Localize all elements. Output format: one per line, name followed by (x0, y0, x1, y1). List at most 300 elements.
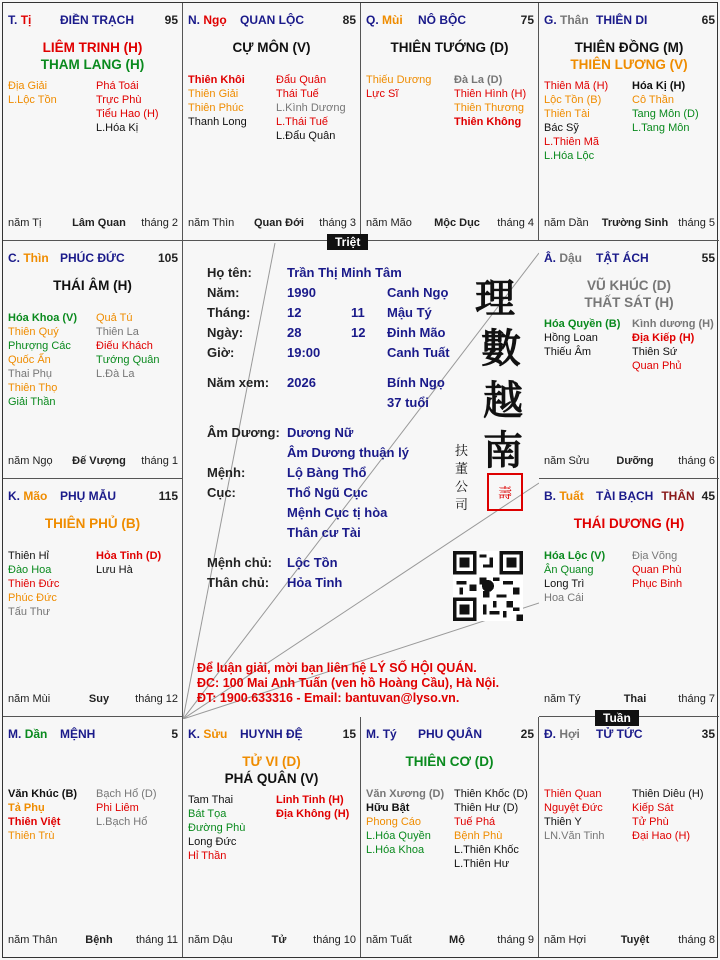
minor-stars-left (366, 73, 452, 101)
palace-year: năm Tý (544, 693, 581, 705)
palace-year: năm Thìn (188, 217, 235, 229)
day-label: Ngày: (207, 325, 244, 340)
menh-label: Mệnh: (207, 465, 246, 480)
palace-name-text: TÀI BẠCH (596, 489, 654, 503)
palace-age: 5 (171, 727, 178, 741)
palace-life-phase: Bệnh (85, 934, 113, 946)
minor-star: L.Đà La (96, 368, 135, 380)
minor-star: Tiểu Hao (H) (96, 108, 159, 120)
palace-year: năm Tị (8, 217, 42, 229)
palace-month: tháng 12 (135, 693, 178, 705)
palace-name (60, 13, 134, 27)
minor-stars-left (8, 79, 94, 107)
hour-value: 19:00 (287, 345, 321, 360)
minor-star: L.Thiên Khốc (454, 844, 519, 856)
palace-name (596, 489, 695, 503)
minor-star: LN.Văn Tinh (544, 830, 605, 842)
main-star: THẤT SÁT (H) (584, 295, 674, 310)
palace-month: tháng 5 (678, 217, 715, 229)
minor-star: Bác Sỹ (544, 122, 579, 134)
palace-year: năm Thân (8, 934, 58, 946)
palace-age: 85 (342, 13, 356, 27)
view-year-canchi: Bính Ngọ (387, 375, 445, 390)
day-value: 28 (287, 325, 302, 340)
main-star: CỰ MÔN (V) (232, 40, 311, 55)
minor-stars-left (188, 793, 274, 863)
minor-star: Thiên Hư (D) (454, 802, 519, 814)
minor-star: Phá Toái (96, 80, 139, 92)
minor-star: Lực Sĩ (366, 88, 399, 100)
minor-star: Địa Kiếp (H) (632, 332, 695, 344)
minor-star: Thiên Hỉ (8, 550, 49, 562)
palace-age: 35 (701, 727, 715, 741)
palace-life-phase: Lâm Quan (72, 217, 126, 229)
minor-stars-right (96, 549, 182, 577)
minor-star: L.Thiên Hư (454, 858, 510, 870)
palace-life-phase: Trường Sinh (601, 217, 669, 229)
view-year-label: Năm xem: (207, 375, 270, 390)
minor-stars-right (454, 787, 539, 871)
minor-star: Phi Liêm (96, 802, 139, 814)
branch-name: Dậu (559, 251, 583, 265)
palace-header (544, 489, 715, 505)
palace-branch (544, 489, 584, 503)
minor-star: Thiếu Dương (366, 74, 432, 86)
palace-header (366, 13, 534, 29)
palace-name-text: HUYNH ĐỆ (240, 727, 303, 741)
palace-age: 15 (342, 727, 356, 741)
palace-branch (8, 489, 47, 503)
minor-star: Điếu Khách (96, 340, 153, 352)
minor-stars-right (96, 79, 182, 135)
minor-star: Tấu Thư (8, 606, 51, 618)
main-star: THIÊN ĐỒNG (M) (574, 40, 684, 55)
minor-star: Long Đức (188, 836, 237, 848)
seal-small-char: 扶 (455, 444, 469, 459)
palace-name-text: PHU QUÂN (418, 727, 483, 741)
palace-life-phase: Mộc Dục (434, 217, 480, 229)
minor-stars-right (96, 311, 182, 381)
red-seal-stamp: 壽 (487, 473, 523, 511)
branch-name: Ngọ (203, 13, 227, 27)
main-stars (361, 753, 538, 770)
qr-code[interactable] (453, 551, 523, 621)
calligraphy-char: 南 (483, 427, 523, 474)
branch-name: Hợi (559, 727, 580, 741)
palace-month: tháng 6 (678, 455, 715, 467)
palace-age: 75 (520, 13, 534, 27)
minor-star: Thiên Quan (544, 788, 602, 800)
minor-star: Hỉ Thần (188, 850, 227, 862)
main-stars (539, 39, 719, 73)
palace-month: tháng 4 (497, 217, 534, 229)
palace-header (544, 13, 715, 29)
palace-year: năm Tuất (366, 934, 412, 946)
palace-cell-thin[interactable] (3, 241, 183, 479)
minor-stars-right (632, 787, 718, 843)
palace-year: năm Sửu (544, 455, 590, 467)
minor-star: Thiên Diêu (H) (632, 788, 704, 800)
minor-star: Cô Thần (632, 94, 674, 106)
branch-stem: K. (188, 727, 200, 741)
palace-cell-mao[interactable] (3, 479, 183, 717)
view-year-value: 2026 (287, 375, 316, 390)
palace-name-text: PHÚC ĐỨC (60, 251, 125, 265)
palace-footer (544, 455, 715, 469)
minor-star: Hữu Bật (366, 802, 410, 814)
palace-branch (544, 13, 589, 27)
minor-star: Tang Môn (D) (632, 108, 699, 120)
contact-line-phone-email[interactable]: ĐT: 1900.633316 - Email: bantuvan@lyso.vn. (197, 691, 460, 705)
minor-star: Tử Phù (632, 816, 669, 828)
menh-value: Lộ Bàng Thổ (287, 465, 367, 480)
branch-name: Sửu (203, 727, 228, 741)
minor-star: Phúc Đức (8, 592, 57, 604)
minor-star: Thiên Khôi (188, 74, 245, 86)
minor-star: Thiên Việt (8, 816, 61, 828)
minor-star: Thiên Hình (H) (454, 88, 527, 100)
branch-stem: C. (8, 251, 20, 265)
branch-stem: M. (366, 727, 380, 741)
main-star: PHÁ QUÂN (V) (224, 771, 319, 786)
palace-month: tháng 11 (135, 934, 178, 946)
palace-header (544, 727, 715, 743)
minor-star: L.Thái Tuế (276, 116, 328, 128)
main-star: THIÊN LƯƠNG (V) (570, 57, 688, 72)
minor-star: Thiên La (96, 326, 139, 338)
month-lunar: 11 (351, 305, 365, 320)
palace-life-phase: Tuyệt (620, 934, 650, 946)
palace-cell-tuat[interactable] (539, 479, 719, 717)
menh-chu-label: Mệnh chủ: (207, 555, 272, 570)
palace-cell-ty[interactable] (361, 717, 539, 957)
minor-star: Tướng Quân (96, 354, 160, 366)
am-duong-label: Âm Dương: (207, 425, 280, 440)
am-duong-value: Dương Nữ (287, 425, 354, 440)
palace-month: tháng 9 (497, 934, 534, 946)
branch-stem: N. (188, 13, 200, 27)
palace-footer (544, 217, 715, 231)
palace-header (188, 13, 356, 29)
palace-name (240, 727, 303, 741)
palace-name (418, 13, 466, 27)
minor-star: Hỏa Tinh (D) (96, 550, 162, 562)
palace-year: năm Mùi (8, 693, 51, 705)
month-label: Tháng: (207, 305, 251, 320)
minor-star: L.Hóa Kị (96, 122, 139, 134)
palace-name (418, 727, 482, 741)
palace-month: tháng 10 (313, 934, 356, 946)
palace-month: tháng 2 (141, 217, 178, 229)
minor-star: Phục Binh (632, 578, 683, 590)
branch-stem: M. (8, 727, 22, 741)
minor-star: L.Thiên Mã (544, 136, 600, 148)
minor-stars-left (8, 549, 94, 619)
palace-footer (366, 934, 534, 948)
minor-star: Giải Thần (8, 396, 56, 408)
palace-branch (8, 251, 49, 265)
palace-name (596, 251, 649, 265)
than-cu-value: Thân cư Tài (287, 525, 361, 540)
main-star: THÁI ÂM (H) (53, 278, 132, 293)
minor-star: Bát Tọa (188, 808, 227, 820)
branch-name: Tý (382, 727, 397, 741)
minor-star: Thiên Thương (454, 102, 525, 114)
main-star: TỬ VI (D) (242, 754, 301, 769)
minor-star: Địa Võng (632, 550, 678, 562)
palace-footer (8, 934, 178, 948)
minor-star: L.Kình Dương (276, 102, 346, 114)
minor-star: Quốc Ấn (8, 354, 51, 366)
year-label: Năm: (207, 285, 240, 300)
main-star: LIÊM TRINH (H) (42, 40, 143, 55)
palace-name-text: NÔ BỘC (418, 13, 466, 27)
minor-star: Địa Không (H) (276, 808, 350, 820)
main-stars (183, 753, 360, 787)
palace-branch (366, 13, 403, 27)
main-star: THIÊN CƠ (D) (405, 754, 494, 769)
seal-small-char: 司 (455, 498, 469, 513)
year-value: 1990 (287, 285, 316, 300)
hour-canchi: Canh Tuất (387, 345, 450, 360)
palace-name (596, 727, 643, 741)
minor-star: Thiên Y (544, 816, 582, 828)
minor-stars-right (96, 787, 182, 829)
palace-branch (188, 727, 227, 741)
palace-life-phase: Tử (271, 934, 287, 946)
minor-star: Tam Thai (188, 794, 234, 806)
palace-cell-ngo[interactable] (183, 3, 361, 241)
cuc-value: Thổ Ngũ Cục (287, 485, 368, 500)
minor-star: Hóa Quyền (B) (544, 318, 621, 330)
contact-info (197, 661, 499, 706)
minor-star: Trực Phù (96, 94, 142, 106)
palace-cell-mui[interactable] (361, 3, 539, 241)
palace-year: năm Hợi (544, 934, 587, 946)
minor-star: Quan Phù (632, 564, 682, 576)
branch-name: Thân (560, 13, 589, 27)
palace-life-phase: Dưỡng (616, 455, 654, 467)
main-star: THIÊN TƯỚNG (D) (390, 40, 509, 55)
palace-header (8, 727, 178, 743)
minor-star: Thanh Long (188, 116, 247, 128)
palace-life-phase: Đế Vượng (72, 455, 126, 467)
palace-cell-than[interactable] (539, 3, 719, 241)
branch-stem: Đ. (544, 727, 556, 741)
minor-star: Văn Khúc (B) (8, 788, 78, 800)
palace-footer (366, 217, 534, 231)
minor-star: Hoa Cái (544, 592, 584, 604)
minor-star: L.Đẩu Quân (276, 130, 336, 142)
palace-name (60, 251, 125, 265)
palace-age: 95 (164, 13, 178, 27)
branch-stem: T. (8, 13, 18, 27)
minor-star: L.Hóa Khoa (366, 844, 425, 856)
minor-star: Lộc Tồn (B) (544, 94, 602, 106)
palace-name-text: THIÊN DI (596, 13, 648, 27)
branch-stem: B. (544, 489, 556, 503)
palace-age: 65 (701, 13, 715, 27)
palace-header (8, 489, 178, 505)
minor-star: Đào Hoa (8, 564, 52, 576)
minor-stars-right (632, 79, 718, 135)
palace-footer (8, 217, 178, 231)
minor-star: Linh Tinh (H) (276, 794, 344, 806)
minor-star: Hóa Lộc (V) (544, 550, 606, 562)
minor-star: Thiên Trù (8, 830, 55, 842)
palace-footer (8, 455, 178, 469)
minor-star: Đại Hao (H) (632, 830, 691, 842)
palace-header (8, 13, 178, 29)
palace-age: 25 (520, 727, 534, 741)
minor-star: Đẩu Quân (276, 74, 327, 86)
palace-name-text: PHỤ MẪU (60, 489, 116, 503)
center-info-panel (183, 243, 539, 719)
palace-life-phase: Suy (88, 693, 110, 705)
minor-star: L.Tang Môn (632, 122, 690, 134)
minor-stars-left (188, 73, 274, 129)
cuc-note: Mệnh Cục tị hòa (287, 505, 388, 520)
minor-star: Hóa Khoa (V) (8, 312, 78, 324)
palace-month: tháng 3 (319, 217, 356, 229)
minor-stars-left (544, 549, 630, 605)
palace-age: 115 (158, 489, 178, 503)
minor-star: Kiếp Sát (632, 802, 674, 814)
minor-stars-right (276, 793, 361, 821)
minor-stars-left (544, 787, 630, 843)
minor-star: Thiên Khốc (D) (454, 788, 528, 800)
palace-header (188, 727, 356, 743)
minor-star: Bạch Hổ (D) (96, 788, 157, 800)
palace-footer (188, 217, 356, 231)
branch-name: Thìn (23, 251, 49, 265)
hour-label: Giờ: (207, 345, 235, 360)
cuc-label: Cục: (207, 485, 236, 500)
palace-branch (8, 13, 31, 27)
minor-stars-left (544, 79, 630, 163)
calligraphy-char: 越 (483, 377, 523, 424)
name-label: Họ tên: (207, 265, 252, 280)
main-star: THIÊN PHỦ (B) (44, 516, 141, 531)
minor-stars-right (632, 317, 718, 373)
contact-line-intro: Để luận giải, mời bạn liên hệ LÝ SỐ HỘI QUÁN. (197, 661, 477, 675)
minor-star: Địa Giải (8, 80, 48, 92)
minor-star: Thiên Quý (8, 326, 59, 338)
tuan-badge: Tuần (595, 710, 639, 726)
palace-age: 105 (157, 251, 178, 265)
minor-stars-left (8, 311, 94, 409)
palace-name-text: TỬ TỨC (596, 727, 643, 741)
palace-age: 55 (701, 251, 715, 265)
month-canchi: Mậu Tý (387, 305, 432, 320)
menh-chu-value: Lộc Tồn (287, 555, 338, 570)
palace-than-marker: THÂN (661, 489, 695, 503)
minor-star: Ân Quang (544, 564, 594, 576)
palace-footer (544, 934, 715, 948)
year-canchi: Canh Ngọ (387, 285, 449, 300)
palace-header (8, 251, 178, 267)
main-stars (183, 39, 360, 56)
palace-branch (544, 727, 580, 741)
age-value: 37 tuổi (387, 395, 429, 410)
minor-stars-right (454, 73, 539, 129)
minor-star: Thiếu Âm (544, 346, 592, 358)
palace-cell-ti[interactable] (3, 3, 183, 241)
palace-branch (188, 13, 227, 27)
name-value: Trần Thị Minh Tâm (287, 265, 402, 280)
minor-star: Thiên Thọ (8, 382, 58, 394)
minor-star: Thiên Không (454, 116, 522, 128)
palace-branch (8, 727, 47, 741)
minor-star: Phượng Các (8, 340, 71, 352)
minor-star: Văn Xương (D) (366, 788, 445, 800)
month-value: 12 (287, 305, 302, 320)
palace-name (60, 489, 116, 503)
branch-stem: G. (544, 13, 557, 27)
minor-star: L.Lộc Tồn (8, 94, 57, 106)
contact-line-address: ĐC: 100 Mai Anh Tuấn (ven hồ Hoàng Cầu), Hà Nội. (197, 676, 500, 690)
day-lunar: 12 (351, 325, 366, 340)
palace-year: năm Mão (366, 217, 412, 229)
palace-name-text: MỆNH (60, 727, 96, 741)
main-star: VŨ KHÚC (D) (587, 278, 671, 293)
palace-footer (8, 693, 178, 707)
seal-small-char: 董 (455, 462, 469, 477)
palace-age: 45 (701, 489, 715, 503)
branch-name: Tuất (559, 489, 584, 503)
minor-star: Nguyệt Đức (544, 802, 603, 814)
palace-header (366, 727, 534, 743)
main-star: THÁI DƯƠNG (H) (573, 516, 685, 531)
main-stars (3, 277, 182, 294)
minor-stars-right (276, 73, 361, 143)
branch-name: Tị (20, 13, 32, 27)
minor-stars-left (544, 317, 630, 359)
palace-cell-suu[interactable] (183, 717, 361, 957)
palace-header (544, 251, 715, 267)
seal-small-char: 公 (455, 480, 469, 495)
branch-name: Dần (24, 727, 48, 741)
minor-star: L.Bạch Hổ (96, 816, 148, 828)
palace-name-text: QUAN LỘC (240, 13, 304, 27)
day-canchi: Đinh Mão (387, 325, 446, 340)
palace-cell-hoi[interactable] (539, 717, 719, 957)
palace-name (60, 727, 95, 741)
palace-life-phase: Thai (623, 693, 647, 705)
palace-cell-dan[interactable] (3, 717, 183, 957)
minor-star: Thiên Tài (544, 108, 590, 120)
main-stars (3, 39, 182, 73)
branch-stem: Â. (544, 251, 556, 265)
palace-name-text: ĐIỀN TRẠCH (60, 13, 134, 27)
palace-name (240, 13, 304, 27)
palace-life-phase: Quan Đới (254, 217, 304, 229)
palace-cell-dau[interactable] (539, 241, 719, 479)
calligraphy-char: 理 (475, 275, 515, 322)
horoscope-chart (2, 2, 718, 958)
minor-star: Hóa Kị (H) (632, 80, 686, 92)
minor-star: Bệnh Phù (454, 830, 503, 842)
palace-branch (366, 727, 397, 741)
minor-star: Tuế Phá (454, 816, 496, 828)
calligraphy-char: 數 (481, 325, 521, 372)
palace-month: tháng 1 (141, 455, 178, 467)
minor-star: L.Hóa Quyền (366, 830, 431, 842)
minor-star: Lưu Hà (96, 564, 133, 576)
minor-star: Thiên Đức (8, 578, 60, 590)
palace-branch (544, 251, 582, 265)
branch-stem: K. (8, 489, 20, 503)
